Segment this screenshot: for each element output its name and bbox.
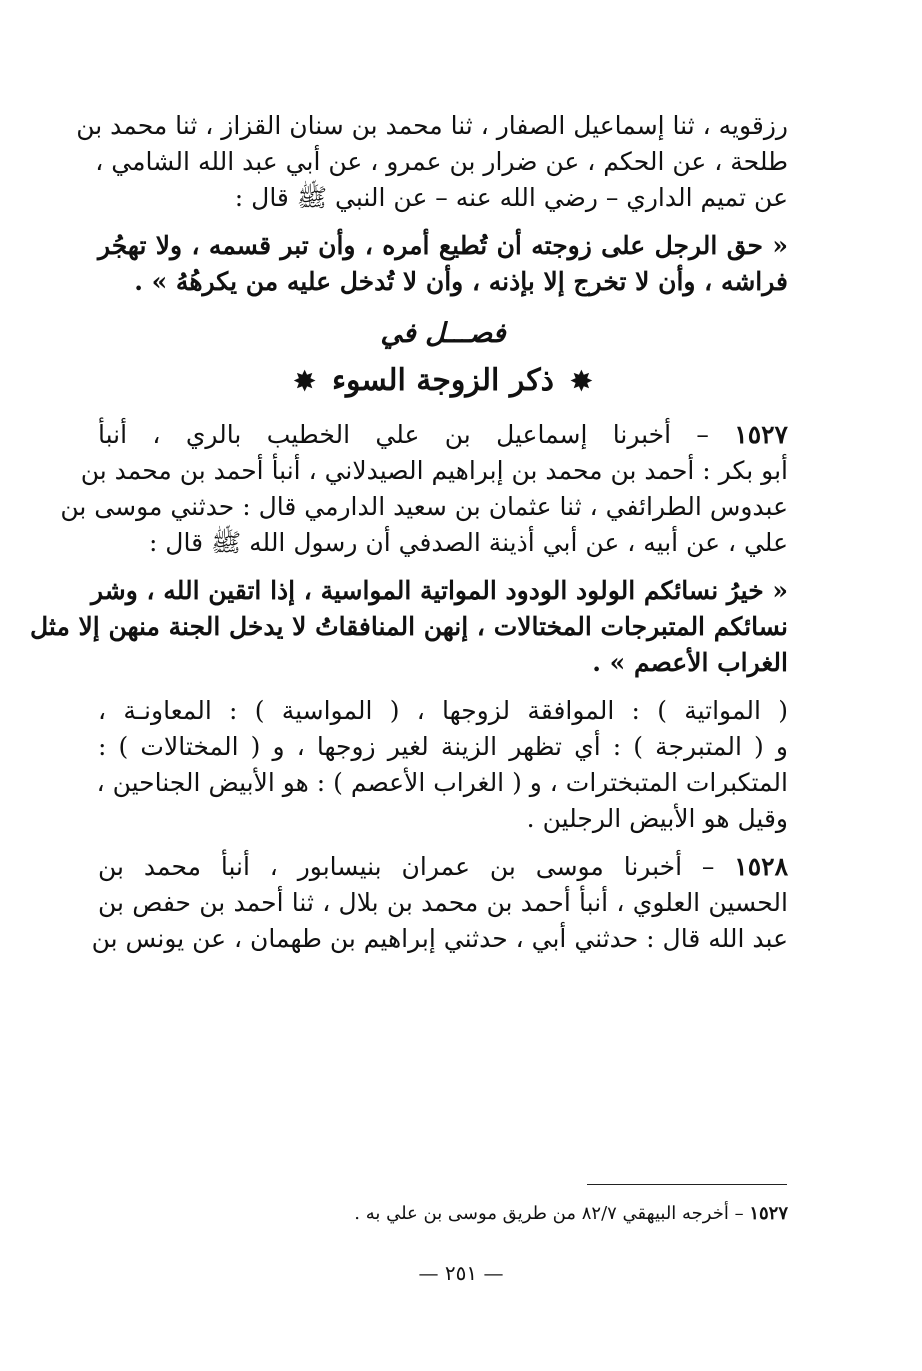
- text-line: وقيل هو الأبيض الرجلين .: [526, 804, 788, 833]
- entry-number: ١٥٢٨: [734, 852, 788, 881]
- footnote-divider: [587, 1184, 787, 1185]
- text-line: عبدوس الطرائفي ، ثنا عثمان بن سعيد الدارمي قال : حدثني موسى بن: [60, 492, 788, 521]
- text-line: [98, 849, 788, 885]
- text-line: [98, 417, 788, 453]
- page-body: [29, 108, 788, 969]
- text-line: علي ، عن أبيه ، عن أبي أذينة الصدفي أن رسول الله ﷺ قال :: [148, 528, 788, 557]
- text-line: رزقويه ، ثنا إسماعيل الصفار ، ثنا محمد بن سنان القزاز ، ثنا محمد بن: [76, 111, 788, 140]
- star-ornament-icon: ✸: [293, 367, 316, 397]
- star-ornament-icon: ✸: [570, 367, 593, 397]
- text-line: و ( المتبرجة ) : أي تظهر الزينة لغير زوجها ، و ( المختالات ) :: [98, 732, 788, 761]
- text-line: نسائكم المتبرجات المختالات ، إنهن المنافقاتُ لا يدخل الجنة منهن إلا مثل: [29, 612, 788, 641]
- section-label: فصـــل في: [380, 318, 506, 349]
- text-line: المتكبرات المتبخترات ، و ( الغراب الأعصم ) : هو الأبيض الجناحين ،: [96, 768, 788, 797]
- section-title: ذكر الزوجة السوء: [331, 363, 555, 398]
- text-line: طلحة ، عن الحكم ، عن ضرار بن عمرو ، عن أبي عبد الله الشامي ،: [95, 147, 788, 176]
- entry-1527: [60, 417, 788, 561]
- text-line: الغراب الأعصم » .: [592, 648, 788, 677]
- text-line: « حق الرجل على زوجته أن تُطيع أمره ، وأن تبر قسمه ، ولا تهجُر: [98, 231, 788, 260]
- entry-1528: [91, 849, 788, 957]
- hadith-text: [98, 228, 788, 300]
- text-line: الحسين العلوي ، أنبأ أحمد بن محمد بن بلال ، ثنا أحمد بن حفص بن: [98, 888, 788, 917]
- text-line: عبد الله قال : حدثني أبي ، حدثني إبراهيم بن طهمان ، عن يونس بن: [91, 924, 788, 953]
- footnote-text: – أخرجه البيهقي ٨٢/٧ من طريق موسى بن علي به .: [354, 1203, 744, 1224]
- entry-number: ١٥٢٧: [734, 420, 788, 449]
- section-heading: [98, 356, 788, 407]
- entry-text: – أخبرنا موسى بن عمران بنيسابور ، أنبأ محمد بن: [98, 852, 715, 881]
- intro-paragraph: [76, 108, 788, 216]
- text-line: أبو بكر : أحمد بن محمد بن إبراهيم الصيدلاني ، أنبأ أحمد بن محمد بن: [80, 456, 788, 485]
- hadith-text: [29, 573, 788, 681]
- entry-text: – أخبرنا إسماعيل بن علي الخطيب بالري ، أنبأ: [98, 420, 709, 449]
- footnote-number: ١٥٢٧: [749, 1203, 788, 1224]
- text-line: ( المواتية ) : الموافقة لزوجها ، ( المواسية ) : المعاونـة ،: [98, 696, 788, 725]
- text-line: فراشه ، وأن لا تخرج إلا بإذنه ، وأن لا تُدخل عليه من يكرهُهُ » .: [134, 267, 788, 296]
- footnote: [160, 1199, 788, 1229]
- page-number: — ٢٥١ —: [418, 1261, 504, 1285]
- text-line: عن تميم الداري – رضي الله عنه – عن النبي ﷺ قال :: [234, 183, 788, 212]
- text-line: « خيرُ نسائكم الولود الودود المواتية المواسية ، إذا اتقين الله ، وشر: [91, 576, 788, 605]
- glossary-paragraph: [98, 693, 788, 837]
